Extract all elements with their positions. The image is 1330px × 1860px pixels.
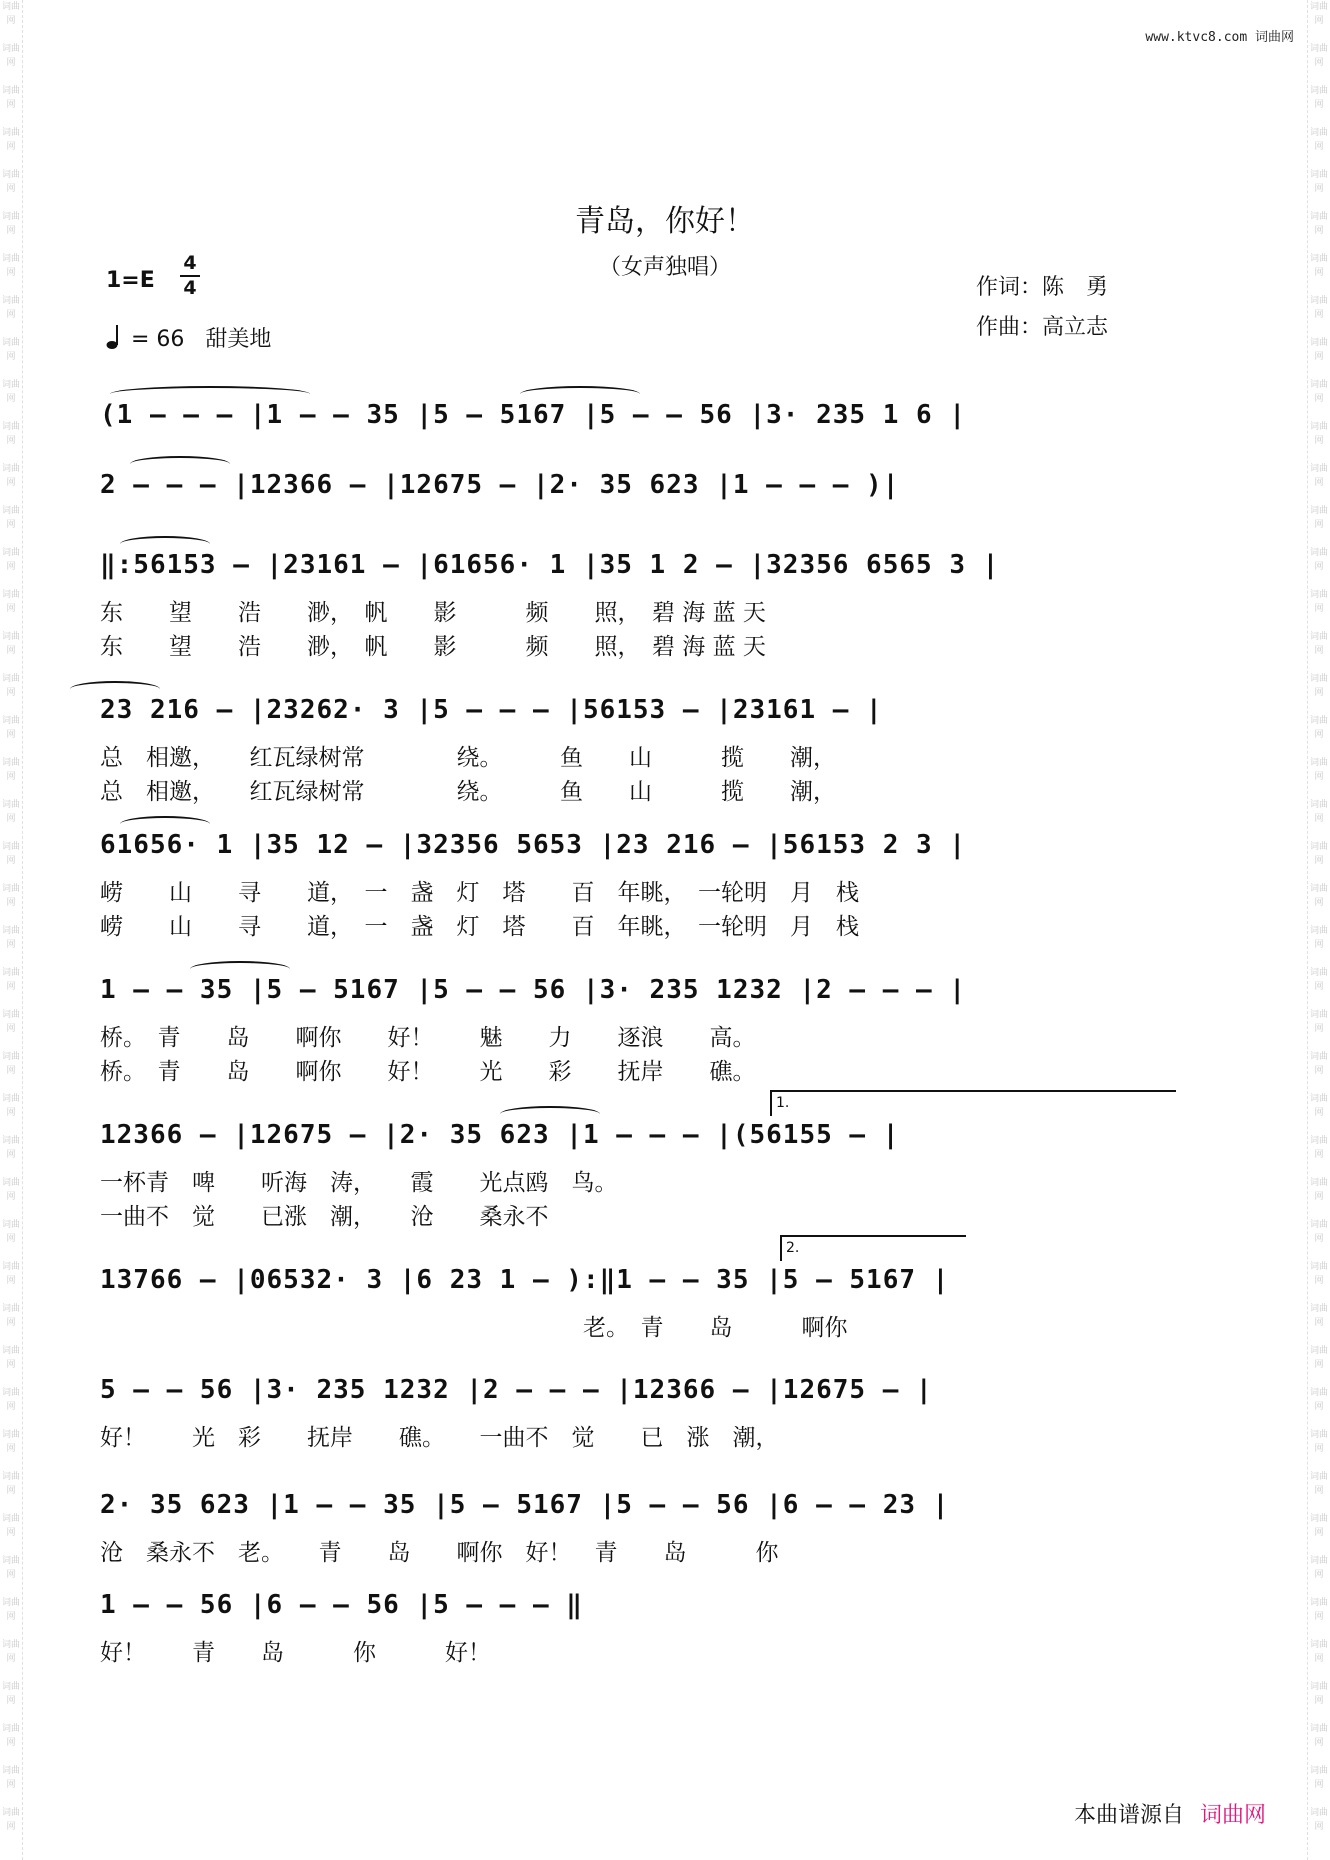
- watermark-text: 词曲网: [1309, 1178, 1328, 1202]
- notation-line: 1 – – 56 |6 – – 56 |5 – – – ‖: [100, 1590, 583, 1620]
- lyric-line-2: 崂 山 寻 道， 一 盏 灯 塔 百 年眺， 一轮明 月 栈: [100, 914, 859, 940]
- watermark-text: 词曲网: [1309, 884, 1328, 908]
- lyric-line-2: 总 相邀， 红瓦绿树常 绕。 鱼 山 揽 潮，: [100, 779, 836, 805]
- watermark-text: 词曲网: [1309, 506, 1328, 530]
- watermark-text: 词曲网: [1309, 1094, 1328, 1118]
- footer-source-text: 本曲谱源自: [1074, 1803, 1185, 1828]
- watermark-text: 词曲网: [1, 548, 20, 572]
- watermark-text: 词曲网: [1309, 1388, 1328, 1412]
- slur-arc: [520, 386, 640, 402]
- watermark-text: 词曲网: [1, 1220, 20, 1244]
- composer-credit: 作曲：高立志: [976, 315, 1109, 340]
- watermark-text: 词曲网: [1, 44, 20, 68]
- song-title: 青岛，你好！: [575, 204, 755, 239]
- watermark-text: 词曲网: [1, 1136, 20, 1160]
- watermark-text: 词曲网: [1309, 2, 1328, 26]
- watermark-text: 词曲网: [1, 1430, 20, 1454]
- lyric-line-2: 一曲不 觉 已涨 潮， 沧 桑永不: [100, 1204, 549, 1230]
- watermark-text: 词曲网: [1, 1682, 20, 1706]
- watermark-text: 词曲网: [1, 842, 20, 866]
- watermark-text: 词曲网: [1, 1556, 20, 1580]
- watermark-text: 词曲网: [1, 632, 20, 656]
- lyric-line-1: 老。 青 岛 啊你: [100, 1315, 848, 1341]
- lyric-line-2: 东 望 浩 渺， 帆 影 频 照， 碧 海 蓝 天: [100, 634, 766, 660]
- tempo-value: = 66: [131, 327, 185, 352]
- watermark-text: 词曲网: [1309, 590, 1328, 614]
- song-subtitle: （女声独唱）: [598, 255, 731, 280]
- lyric-line-1: 桥。 青 岛 啊你 好！ 魅 力 逐浪 高。: [100, 1025, 756, 1051]
- key-signature: 1=E: [106, 268, 155, 293]
- watermark-text: 词曲网: [1309, 1556, 1328, 1580]
- slur-arc: [500, 1106, 600, 1122]
- watermark-text: 词曲网: [1, 506, 20, 530]
- quarter-note-icon: [106, 324, 120, 356]
- watermark-text: 词曲网: [1309, 254, 1328, 278]
- watermark-text: 词曲网: [1309, 44, 1328, 68]
- slur-arc: [110, 386, 310, 402]
- watermark-text: 词曲网: [1309, 1052, 1328, 1076]
- slur-arc: [130, 456, 230, 472]
- watermark-text: 词曲网: [1309, 1346, 1328, 1370]
- watermark-text: 词曲网: [1309, 1724, 1328, 1748]
- watermark-text: 词曲网: [1, 464, 20, 488]
- watermark-text: 词曲网: [1, 758, 20, 782]
- watermark-text: 词曲网: [1309, 758, 1328, 782]
- tempo-marking: [106, 322, 271, 356]
- notation-line: 23 216 – |23262· 3 |5 – – – |56153 – |23161 – |: [100, 695, 883, 725]
- lyric-line-1: 崂 山 寻 道， 一 盏 灯 塔 百 年眺， 一轮明 月 栈: [100, 880, 859, 906]
- lyricist-credit: 作词：陈 勇: [976, 275, 1109, 300]
- watermark-text: 词曲网: [1, 1010, 20, 1034]
- lyric-line-2: 桥。 青 岛 啊你 好！ 光 彩 抚岸 礁。: [100, 1059, 756, 1085]
- watermark-text: 词曲网: [1309, 1262, 1328, 1286]
- watermark-text: 词曲网: [1, 254, 20, 278]
- watermark-text: 词曲网: [1, 1724, 20, 1748]
- watermark-text: 词曲网: [1309, 1766, 1328, 1790]
- notation-line: 2· 35 623 |1 – – 35 |5 – 5167 |5 – – 56 |6 – – 23 |: [100, 1490, 950, 1520]
- notation-line: 5 – – 56 |3· 235 1232 |2 – – – |12366 – |12675 – |: [100, 1375, 933, 1405]
- watermark-text: 词曲网: [1, 926, 20, 950]
- watermark-text: 词曲网: [1309, 1514, 1328, 1538]
- notation-line: 1 – – 35 |5 – 5167 |5 – – 56 |3· 235 1232 |2 – – – |: [100, 975, 966, 1005]
- watermark-text: 词曲网: [1, 1346, 20, 1370]
- watermark-text: 词曲网: [1, 1178, 20, 1202]
- watermark-text: 词曲网: [1, 338, 20, 362]
- watermark-text: 词曲网: [1309, 1640, 1328, 1664]
- footer-brand-link[interactable]: 词曲网: [1200, 1803, 1267, 1828]
- watermark-text: 词曲网: [1309, 128, 1328, 152]
- watermark-text: 词曲网: [1309, 1472, 1328, 1496]
- watermark-text: 词曲网: [1309, 548, 1328, 572]
- watermark-text: 词曲网: [1309, 338, 1328, 362]
- notation-line: 2 – – – |12366 – |12675 – |2· 35 623 |1 – – – )|: [100, 470, 900, 500]
- watermark-text: 词曲网: [1, 1640, 20, 1664]
- watermark-text: 词曲网: [1, 1304, 20, 1328]
- notation-line: (1 – – – |1 – – 35 |5 – 5167 |5 – – 56 |3· 235 1 6 |: [100, 400, 966, 430]
- first-ending-bracket: 1.: [770, 1090, 1176, 1116]
- watermark-text: 词曲网: [1, 1808, 20, 1832]
- watermark-text: 词曲网: [1, 590, 20, 614]
- watermark-text: 词曲网: [1309, 1808, 1328, 1832]
- watermark-text: 词曲网: [1309, 212, 1328, 236]
- meter-top: 4: [183, 252, 197, 274]
- watermark-text: 词曲网: [1309, 464, 1328, 488]
- site-url[interactable]: www.ktvc8.com 词曲网: [1145, 30, 1294, 45]
- watermark-text: 词曲网: [1, 674, 20, 698]
- lyric-line-1: 沧 桑永不 老。 青 岛 啊你 好！ 青 岛 你: [100, 1540, 779, 1566]
- watermark-text: 词曲网: [1309, 1598, 1328, 1622]
- watermark-text: 词曲网: [1309, 1010, 1328, 1034]
- watermark-text: 词曲网: [1309, 842, 1328, 866]
- lyric-line-1: 一杯青 啤 听海 涛， 霞 光点鸥 鸟。: [100, 1170, 618, 1196]
- notation-line: 13766 – |06532· 3 |6 23 1 – ):‖1 – – 35 |5 – 5167 |: [100, 1265, 950, 1295]
- watermark-text: 词曲网: [1, 968, 20, 992]
- watermark-text: 词曲网: [1, 2, 20, 26]
- lyric-line-1: 东 望 浩 渺， 帆 影 频 照， 碧 海 蓝 天: [100, 600, 766, 626]
- source-footer: [1074, 1798, 1266, 1829]
- watermark-text: 词曲网: [1, 1052, 20, 1076]
- watermark-text: 词曲网: [1309, 674, 1328, 698]
- slur-arc: [190, 961, 290, 977]
- lyric-line-1: 好！ 青 岛 你 好！: [100, 1640, 491, 1666]
- watermark-text: 词曲网: [1, 380, 20, 404]
- notation-line: 61656· 1 |35 12 – |32356 5653 |23 216 – |56153 2 3 |: [100, 830, 966, 860]
- watermark-text: 词曲网: [1309, 1430, 1328, 1454]
- watermark-text: 词曲网: [1, 1094, 20, 1118]
- lyric-line-1: 好！ 光 彩 抚岸 礁。 一曲不 觉 已 涨 潮，: [100, 1425, 779, 1451]
- watermark-text: 词曲网: [1, 884, 20, 908]
- watermark-text: 词曲网: [1, 1388, 20, 1412]
- watermark-text: 词曲网: [1309, 1220, 1328, 1244]
- watermark-text: 词曲网: [1, 1472, 20, 1496]
- lyric-line-1: 总 相邀， 红瓦绿树常 绕。 鱼 山 揽 潮，: [100, 745, 836, 771]
- time-signature: [178, 252, 202, 300]
- watermark-text: 词曲网: [1309, 800, 1328, 824]
- slur-arc: [120, 536, 210, 552]
- slur-arc: [120, 816, 210, 832]
- watermark-text: 词曲网: [1309, 926, 1328, 950]
- watermark-text: 词曲网: [1309, 86, 1328, 110]
- watermark-text: 词曲网: [1309, 968, 1328, 992]
- tempo-expression: 甜美地: [205, 327, 272, 352]
- watermark-text: 词曲网: [1, 800, 20, 824]
- watermark-text: 词曲网: [1, 170, 20, 194]
- watermark-text: 词曲网: [1, 86, 20, 110]
- watermark-text: 词曲网: [1309, 1304, 1328, 1328]
- watermark-text: 词曲网: [1, 1514, 20, 1538]
- watermark-text: 词曲网: [1, 296, 20, 320]
- slur-arc: [70, 681, 160, 697]
- watermark-text: 词曲网: [1, 212, 20, 236]
- watermark-text: 词曲网: [1, 1598, 20, 1622]
- watermark-text: 词曲网: [1309, 422, 1328, 446]
- watermark-text: 词曲网: [1, 422, 20, 446]
- notation-line: ‖:56153 – |23161 – |61656· 1 |35 1 2 – |32356 6565 3 |: [100, 550, 1000, 580]
- watermark-text: 词曲网: [1, 1766, 20, 1790]
- watermark-text: 词曲网: [1309, 632, 1328, 656]
- notation-line: 12366 – |12675 – |2· 35 623 |1 – – – |(56155 – |: [100, 1120, 900, 1150]
- watermark-text: 词曲网: [1309, 716, 1328, 740]
- watermark-text: 词曲网: [1309, 296, 1328, 320]
- watermark-text: 词曲网: [1, 128, 20, 152]
- second-ending-bracket: 2.: [780, 1235, 966, 1261]
- watermark-text: 词曲网: [1309, 380, 1328, 404]
- watermark-text: 词曲网: [1309, 1682, 1328, 1706]
- watermark-text: 词曲网: [1309, 170, 1328, 194]
- watermark-text: 词曲网: [1, 716, 20, 740]
- meter-bottom: 4: [183, 277, 197, 299]
- watermark-text: 词曲网: [1309, 1136, 1328, 1160]
- watermark-text: 词曲网: [1, 1262, 20, 1286]
